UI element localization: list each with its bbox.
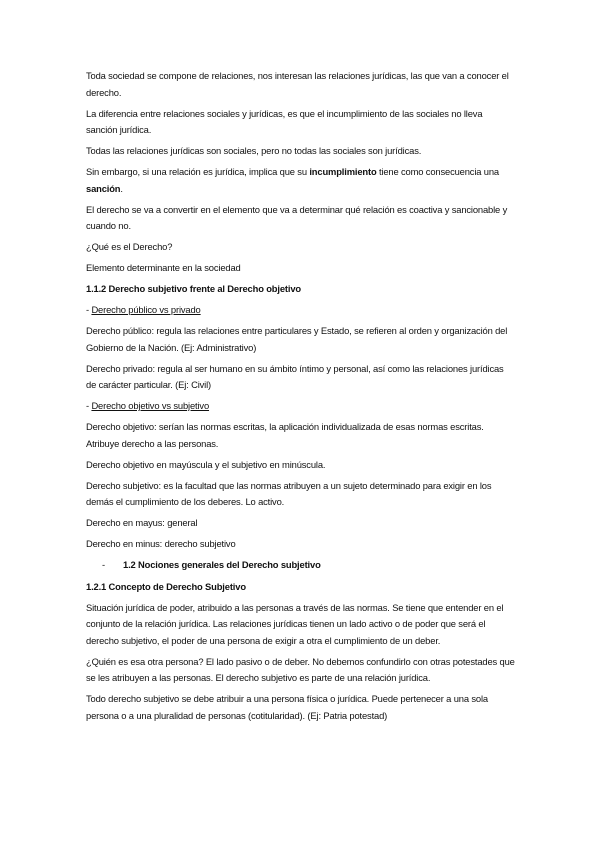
paragraph <box>86 164 516 197</box>
text-run: . <box>120 182 123 194</box>
paragraph: Derecho en mayus: general <box>86 517 198 528</box>
list-heading <box>86 557 516 574</box>
paragraph: Derecho subjetivo: es la facultad que las normas atribuyen a un sujeto determinado para exigir en los demás el cumplimiento de los deberes. Lo activo. <box>86 479 492 507</box>
section-heading: 1.1.2 Derecho subjetivo frente al Derecho objetivo <box>86 283 301 294</box>
subheading-text: Derecho público vs privado <box>91 304 201 315</box>
bold-term-incumplimiento: incumplimiento <box>309 166 377 177</box>
list-bullet: - <box>102 559 105 570</box>
text-run: Sin embargo, si una relación es jurídica, implica que su <box>86 166 310 177</box>
paragraph: Todo derecho subjetivo se debe atribuir a una persona física o jurídica. Puede pertenecer a una sola persona o a una pluralidad de personas (cotitularidad). (Ej: Patria potestad) <box>86 693 488 721</box>
paragraph: El derecho se va a convertir en el elemento que va a determinar qué relación es coactiva y sancionable y cuando no. <box>86 203 508 231</box>
paragraph: ¿Qué es el Derecho? <box>86 241 173 252</box>
subheading-dash: - <box>86 304 92 315</box>
paragraph: Situación jurídica de poder, atribuido a las personas a través de las normas. Se tiene que entender en el conjunto de la relación jurídica. Las relaciones jurídicas tienen un lado activo o de poder que será el derecho subjetivo, el poder de una persona de exigir a otra el cumplimiento de un deber. <box>86 601 504 646</box>
paragraph: Derecho objetivo: serían las normas escritas, la aplicación individualizada de esas normas escritas. Atribuye derecho a las personas. <box>86 421 484 449</box>
subheading-dash: - <box>86 400 92 411</box>
paragraph: Derecho público: regula las relaciones entre particulares y Estado, se refieren al orden y organización del Gobierno de la Nación. (Ej: Administrativo) <box>86 325 508 353</box>
paragraph: Elemento determinante en la sociedad <box>86 262 241 273</box>
document-body <box>86 68 516 729</box>
section-heading: 1.2.1 Concepto de Derecho Subjetivo <box>86 580 246 592</box>
paragraph: La diferencia entre relaciones sociales y jurídicas, es que el incumplimiento de las sociales no lleva sanción jurídica. <box>86 107 483 135</box>
paragraph: ¿Quién es esa otra persona? El lado pasivo o de deber. No debemos confundirlo con otras potestades que se les atribuyen a las personas. El derecho subjetivo es parte de una relación jurídica. <box>86 655 515 683</box>
subheading <box>86 398 516 415</box>
paragraph: Derecho privado: regula al ser humano en su ámbito íntimo y personal, así como las relaciones jurídicas de carácter particular. (Ej: Civil) <box>86 362 504 390</box>
bold-term-sancion: sanción <box>86 182 121 194</box>
list-heading-text: 1.2 Nociones generales del Derecho subjetivo <box>123 559 321 570</box>
paragraph: Derecho objetivo en mayúscula y el subjetivo en minúscula. <box>86 458 326 470</box>
text-run: tiene como consecuencia una <box>376 166 499 177</box>
paragraph: Todas las relaciones jurídicas son sociales, pero no todas las sociales son jurídicas. <box>86 145 422 156</box>
paragraph: Derecho en minus: derecho subjetivo <box>86 538 236 549</box>
subheading <box>86 302 516 319</box>
paragraph: Toda sociedad se compone de relaciones, nos interesan las relaciones jurídicas, las que van a conocer el derecho. <box>86 70 509 98</box>
subheading-text: Derecho objetivo vs subjetivo <box>91 400 210 411</box>
